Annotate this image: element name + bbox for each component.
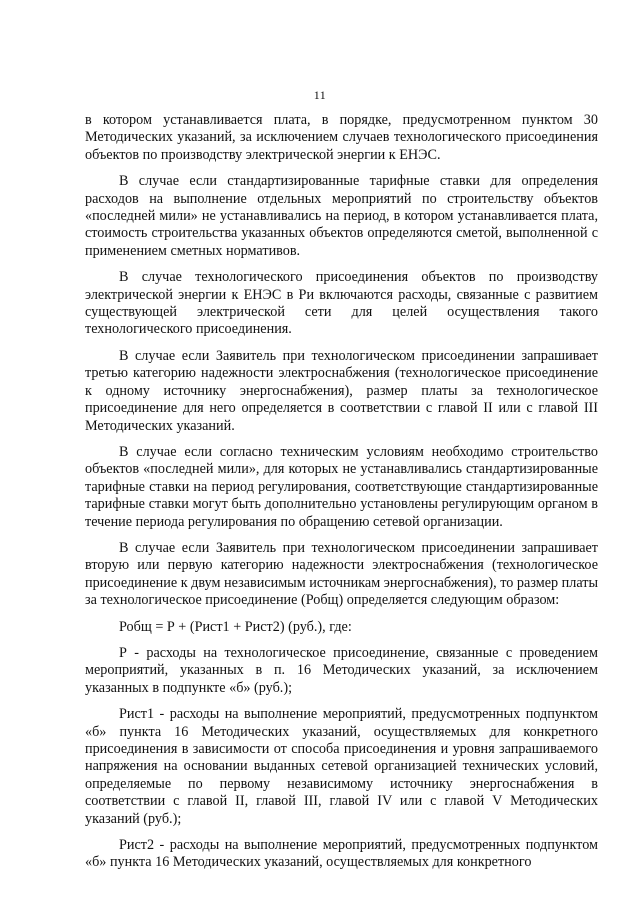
paragraph: Рист2 - расходы на выполнение мероприятий, предусмотренных подпунктом «б» пункта 16 Методических указаний, осуществляемых для конкретного — [85, 837, 598, 871]
paragraph: В случае если стандартизированные тарифные ставки для определения расходов на выполнение отдельных мероприятий по строительству объектов «последней мили» не устанавливались на период, в котором устанавливается плата, стоимость строительства указанных объектов определяются сметой, выполненной с применением сметных нормативов. — [85, 173, 598, 259]
paragraph: Рист1 - расходы на выполнение мероприятий, предусмотренных подпунктом «б» пункта 16 Методических указаний, осуществляемых для конкретного присоединения в зависимости от способа присоединения и уровня запрашиваемого напряжения на основании выданных сетевой организацией технических условий, определяемые по первому независимому источнику энергоснабжения в соответствии с главой II, главой III, главой IV или с главой V Методических указаний (руб.); — [85, 706, 598, 827]
document-body — [85, 112, 598, 881]
paragraph: В случае если Заявитель при технологическом присоединении запрашивает вторую или первую категорию надежности электроснабжения (технологическое присоединение к двум независимым источникам энергоснабжения), то размер платы за технологическое присоединение (Робщ) определяется следующим образом: — [85, 539, 598, 609]
paragraph-continuation: в котором устанавливается плата, в порядке, предусмотренном пунктом 30 Методических указаний, за исключением случаев технологического присоединения объектов по производству электрической энергии к ЕНЭС. — [85, 112, 598, 163]
paragraph: Р - расходы на технологическое присоединение, связанные с проведением мероприятий, указанных в п. 16 Методических указаний, за исключением указанных в подпункте «б» (руб.); — [85, 644, 598, 696]
formula-line: Робщ = Р + (Рист1 + Рист2) (руб.), где: — [119, 618, 352, 635]
paragraph: В случае если согласно техническим условиям необходимо строительство объектов «последней мили», для которых не устанавливались стандартизированные тарифные ставки на период регулирования, соответствующие стандартизированные тарифные ставки могут быть дополнительно установлены регулирующим органом в течение периода регулирования по обращению сетевой организации. — [85, 443, 598, 530]
paragraph: В случае технологического присоединения объектов по производству электрической энергии к ЕНЭС в Ри включаются расходы, связанные с развитием существующей электрической сети для целей осуществления такого технологического присоединения. — [85, 269, 598, 338]
page-number: 11 — [313, 88, 327, 102]
paragraph: В случае если Заявитель при технологическом присоединении запрашивает третью категорию надежности электроснабжения (технологическое присоединение к одному источнику энергоснабжения), размер платы за технологическое присоединение для него определяется в соответствии с главой II или с главой III Методических указаний. — [85, 347, 598, 434]
